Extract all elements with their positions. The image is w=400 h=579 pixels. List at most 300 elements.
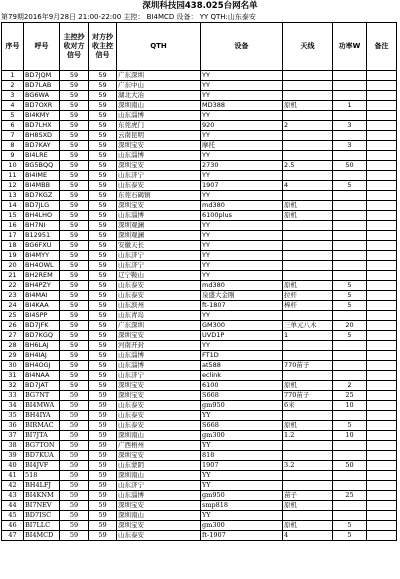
col-antenna-cell: 6米 xyxy=(283,401,333,411)
col-tx-signal-cell: 59 xyxy=(89,441,117,451)
col-callsign-cell: BI7JTA xyxy=(24,431,60,441)
col-seq-cell: 10 xyxy=(2,161,24,171)
col-qth-cell: 山东泰安 xyxy=(117,181,201,191)
col-callsign-cell: BH6LAJ xyxy=(24,341,60,351)
table-row xyxy=(2,461,397,471)
col-remarks-cell xyxy=(367,221,397,231)
header-col-antenna: 天线 xyxy=(283,23,333,71)
table-row xyxy=(2,181,397,191)
col-callsign-cell: BI4MBB xyxy=(24,181,60,191)
col-rx-signal-cell: 59 xyxy=(60,291,89,301)
col-seq-cell: 42 xyxy=(2,481,24,491)
col-seq-cell: 44 xyxy=(2,501,24,511)
col-antenna-cell xyxy=(283,191,333,201)
col-equipment-cell: YY xyxy=(201,111,283,121)
col-antenna-cell xyxy=(283,351,333,361)
col-equipment-cell: 818 xyxy=(201,451,283,461)
col-power-cell xyxy=(333,371,367,381)
col-qth-cell: 山东泰安 xyxy=(117,411,201,421)
col-qth-cell: 广东深圳 xyxy=(117,71,201,81)
col-power-cell: 50 xyxy=(333,161,367,171)
col-seq-cell: 21 xyxy=(2,271,24,281)
col-qth-cell: 深圳宝安 xyxy=(117,141,201,151)
col-qth-cell: 山东淄博 xyxy=(117,151,201,161)
col-tx-signal-cell: 59 xyxy=(89,521,117,531)
col-equipment-cell: YY xyxy=(201,191,283,201)
col-equipment-cell: YY xyxy=(201,241,283,251)
col-rx-signal-cell: 59 xyxy=(60,381,89,391)
col-qth-cell: 山东淄博 xyxy=(117,211,201,221)
table-row xyxy=(2,331,397,341)
col-rx-signal-cell: 59 xyxy=(60,91,89,101)
col-equipment-cell: YY xyxy=(201,481,283,491)
col-seq-cell: 40 xyxy=(2,461,24,471)
col-tx-signal-cell: 59 xyxy=(89,351,117,361)
col-callsign-cell: BD7KUA xyxy=(24,451,60,461)
col-rx-signal-cell: 59 xyxy=(60,261,89,271)
col-power-cell: 5 xyxy=(333,421,367,431)
col-seq-cell: 5 xyxy=(2,111,24,121)
col-equipment-cell: YY xyxy=(201,341,283,351)
col-seq-cell: 1 xyxy=(2,71,24,81)
col-equipment-cell: 6100plus xyxy=(201,211,283,221)
col-remarks-cell xyxy=(367,331,397,341)
col-remarks-cell xyxy=(367,481,397,491)
col-rx-signal-cell: 59 xyxy=(60,401,89,411)
col-qth-cell: 山东济宁 xyxy=(117,481,201,491)
col-callsign-cell: BH4OGJ xyxy=(24,361,60,371)
col-qth-cell: 深圳宝安 xyxy=(117,451,201,461)
col-callsign-cell: BD7JFK xyxy=(24,321,60,331)
col-power-cell xyxy=(333,171,367,181)
table-row xyxy=(2,351,397,361)
table-row xyxy=(2,281,397,291)
table-row xyxy=(2,71,397,81)
col-rx-signal-cell: 59 xyxy=(60,111,89,121)
col-antenna-cell xyxy=(283,511,333,521)
col-rx-signal-cell: 59 xyxy=(60,171,89,181)
col-antenna-cell: 1.2 xyxy=(283,431,333,441)
table-row xyxy=(2,221,397,231)
table-row xyxy=(2,81,397,91)
col-callsign-cell: BG5BQQ xyxy=(24,161,60,171)
col-tx-signal-cell: 59 xyxy=(89,171,117,181)
col-tx-signal-cell: 59 xyxy=(89,401,117,411)
col-equipment-cell: YY xyxy=(201,151,283,161)
col-seq-cell: 26 xyxy=(2,321,24,331)
col-qth-cell: 河南开封 xyxy=(117,341,201,351)
col-power-cell: 3 xyxy=(333,141,367,151)
col-seq-cell: 30 xyxy=(2,361,24,371)
col-tx-signal-cell: 59 xyxy=(89,411,117,421)
col-seq-cell: 43 xyxy=(2,491,24,501)
col-seq-cell: 25 xyxy=(2,311,24,321)
col-qth-cell: 辽宁鞍山 xyxy=(117,271,201,281)
col-qth-cell: 深圳宝安 xyxy=(117,381,201,391)
col-seq-cell: 12 xyxy=(2,181,24,191)
col-equipment-cell: S668 xyxy=(201,391,283,401)
col-qth-cell: 山东泰安 xyxy=(117,401,201,411)
table-row xyxy=(2,441,397,451)
col-callsign-cell: BD7JLG xyxy=(24,201,60,211)
col-callsign-cell: BI4MCD xyxy=(24,531,60,541)
col-qth-cell: 山东济宁 xyxy=(117,171,201,181)
col-callsign-cell: BH4LFJ xyxy=(24,481,60,491)
col-rx-signal-cell: 59 xyxy=(60,371,89,381)
col-rx-signal-cell: 59 xyxy=(60,461,89,471)
col-antenna-cell: 三单元八木 xyxy=(283,321,333,331)
col-rx-signal-cell: 59 xyxy=(60,331,89,341)
col-callsign-cell: BI4NAA xyxy=(24,371,60,381)
col-antenna-cell: 原机 xyxy=(283,281,333,291)
col-equipment-cell: 1907 xyxy=(201,181,283,191)
col-tx-signal-cell: 59 xyxy=(89,101,117,111)
col-remarks-cell xyxy=(367,271,397,281)
col-tx-signal-cell: 59 xyxy=(89,91,117,101)
table-row xyxy=(2,201,397,211)
col-equipment-cell: YY xyxy=(201,511,283,521)
col-equipment-cell: YY xyxy=(201,131,283,141)
col-tx-signal-cell: 59 xyxy=(89,81,117,91)
col-antenna-cell: 苗子 xyxy=(283,491,333,501)
col-tx-signal-cell: 59 xyxy=(89,371,117,381)
col-rx-signal-cell: 59 xyxy=(60,311,89,321)
col-antenna-cell xyxy=(283,141,333,151)
col-antenna-cell: 原机 xyxy=(283,211,333,221)
table-row xyxy=(2,301,397,311)
table-row xyxy=(2,91,397,101)
col-power-cell: 10 xyxy=(333,401,367,411)
col-antenna-cell: 原机 xyxy=(283,421,333,431)
col-remarks-cell xyxy=(367,451,397,461)
col-remarks-cell xyxy=(367,251,397,261)
col-seq-cell: 41 xyxy=(2,471,24,481)
col-antenna-cell xyxy=(283,271,333,281)
col-rx-signal-cell: 59 xyxy=(60,491,89,501)
table-row xyxy=(2,371,397,381)
col-seq-cell: 23 xyxy=(2,291,24,301)
col-power-cell: 5 xyxy=(333,291,367,301)
col-remarks-cell xyxy=(367,111,397,121)
col-power-cell xyxy=(333,511,367,521)
col-remarks-cell xyxy=(367,401,397,411)
header-col-equipment: 设备 xyxy=(201,23,283,71)
col-power-cell xyxy=(333,71,367,81)
col-antenna-cell xyxy=(283,441,333,451)
col-remarks-cell xyxy=(367,141,397,151)
col-equipment-cell: gm300 xyxy=(201,431,283,441)
col-seq-cell: 47 xyxy=(2,531,24,541)
col-tx-signal-cell: 59 xyxy=(89,221,117,231)
col-tx-signal-cell: 59 xyxy=(89,261,117,271)
col-qth-cell: 深圳宝安 xyxy=(117,521,201,531)
col-callsign-cell: BD7KGQ xyxy=(24,331,60,341)
col-rx-signal-cell: 59 xyxy=(60,481,89,491)
col-qth-cell: 广东中山 xyxy=(117,81,201,91)
col-equipment-cell: YY xyxy=(201,471,283,481)
col-power-cell xyxy=(333,211,367,221)
table-row xyxy=(2,501,397,511)
table-row xyxy=(2,271,397,281)
col-seq-cell: 18 xyxy=(2,241,24,251)
col-rx-signal-cell: 59 xyxy=(60,511,89,521)
col-callsign-cell: BG7TON xyxy=(24,441,60,451)
col-seq-cell: 39 xyxy=(2,451,24,461)
col-seq-cell: 33 xyxy=(2,391,24,401)
col-equipment-cell: 泉盛大金刚 xyxy=(201,291,283,301)
col-power-cell xyxy=(333,81,367,91)
col-antenna-cell xyxy=(283,311,333,321)
col-equipment-cell: UVD1P xyxy=(201,331,283,341)
table-row xyxy=(2,151,397,161)
col-callsign-cell: B12951 xyxy=(24,231,60,241)
table-row xyxy=(2,111,397,121)
table-row xyxy=(2,431,397,441)
table-row xyxy=(2,211,397,221)
col-qth-cell: 山东淄博 xyxy=(117,111,201,121)
col-callsign-cell: BI4MYY xyxy=(24,251,60,261)
col-tx-signal-cell: 59 xyxy=(89,331,117,341)
col-remarks-cell xyxy=(367,171,397,181)
col-rx-signal-cell: 59 xyxy=(60,391,89,401)
col-qth-cell: 东莞石碣镇 xyxy=(117,191,201,201)
col-callsign-cell: 518 xyxy=(24,471,60,481)
col-qth-cell: 深圳南山 xyxy=(117,101,201,111)
col-remarks-cell xyxy=(367,351,397,361)
col-tx-signal-cell: 59 xyxy=(89,451,117,461)
col-seq-cell: 15 xyxy=(2,211,24,221)
col-equipment-cell: YY xyxy=(201,261,283,271)
col-equipment-cell: md380 xyxy=(201,281,283,291)
col-antenna-cell xyxy=(283,241,333,251)
col-remarks-cell xyxy=(367,71,397,81)
table-row xyxy=(2,401,397,411)
col-power-cell: 5 xyxy=(333,531,367,541)
header-row xyxy=(2,23,397,71)
col-qth-cell: 深圳南山 xyxy=(117,431,201,441)
col-rx-signal-cell: 59 xyxy=(60,411,89,421)
col-power-cell xyxy=(333,241,367,251)
col-antenna-cell xyxy=(283,71,333,81)
col-antenna-cell xyxy=(283,451,333,461)
col-power-cell: 5 xyxy=(333,181,367,191)
col-rx-signal-cell: 59 xyxy=(60,191,89,201)
col-callsign-cell: BI4JVF xyxy=(24,461,60,471)
col-antenna-cell xyxy=(283,81,333,91)
col-qth-cell: 广西梧州 xyxy=(117,441,201,451)
col-seq-cell: 27 xyxy=(2,331,24,341)
table-row xyxy=(2,311,397,321)
col-tx-signal-cell: 59 xyxy=(89,311,117,321)
table-row xyxy=(2,261,397,271)
col-antenna-cell: 2 xyxy=(283,121,333,131)
col-antenna-cell xyxy=(283,251,333,261)
col-qth-cell: 深圳南山 xyxy=(117,511,201,521)
col-qth-cell: 安徽天长 xyxy=(117,241,201,251)
col-callsign-cell: BD7KGZ xyxy=(24,191,60,201)
col-seq-cell: 31 xyxy=(2,371,24,381)
col-tx-signal-cell: 59 xyxy=(89,111,117,121)
col-antenna-cell xyxy=(283,91,333,101)
table-row xyxy=(2,131,397,141)
col-rx-signal-cell: 59 xyxy=(60,421,89,431)
col-seq-cell: 45 xyxy=(2,511,24,521)
col-tx-signal-cell: 59 xyxy=(89,491,117,501)
col-callsign-cell: BD7JQM xyxy=(24,71,60,81)
col-seq-cell: 38 xyxy=(2,441,24,451)
col-qth-cell: 山东泰安 xyxy=(117,281,201,291)
col-callsign-cell: BD7ISC xyxy=(24,511,60,521)
col-tx-signal-cell: 59 xyxy=(89,531,117,541)
col-qth-cell: 山东青岛 xyxy=(117,311,201,321)
col-tx-signal-cell: 59 xyxy=(89,141,117,151)
col-equipment-cell: YY xyxy=(201,91,283,101)
col-power-cell xyxy=(333,481,367,491)
col-equipment-cell: 920 xyxy=(201,121,283,131)
col-power-cell xyxy=(333,451,367,461)
col-antenna-cell xyxy=(283,481,333,491)
col-qth-cell: 深圳宝安 xyxy=(117,201,201,211)
col-tx-signal-cell: 59 xyxy=(89,241,117,251)
col-qth-cell: 山东泰安 xyxy=(117,531,201,541)
col-power-cell xyxy=(333,361,367,371)
col-remarks-cell xyxy=(367,311,397,321)
col-power-cell xyxy=(333,191,367,201)
col-remarks-cell xyxy=(367,191,397,201)
col-rx-signal-cell: 59 xyxy=(60,141,89,151)
col-qth-cell: 山东济宁 xyxy=(117,251,201,261)
col-tx-signal-cell: 59 xyxy=(89,271,117,281)
col-antenna-cell xyxy=(283,371,333,381)
col-antenna-cell: 770苗子 xyxy=(283,361,333,371)
col-power-cell: 5 xyxy=(333,521,367,531)
col-power-cell xyxy=(333,271,367,281)
col-equipment-cell: at588 xyxy=(201,361,283,371)
col-remarks-cell xyxy=(367,511,397,521)
col-seq-cell: 37 xyxy=(2,431,24,441)
sheet-subtitle: 第79期2016年9月28日 21:00-22:00 主控： BI4MCD 设备： YY QTH:山东泰安 xyxy=(1,13,256,21)
col-rx-signal-cell: 59 xyxy=(60,221,89,231)
col-qth-cell: 深圳观澜 xyxy=(117,231,201,241)
header-col-qth: QTH xyxy=(117,23,201,71)
col-rx-signal-cell: 59 xyxy=(60,471,89,481)
col-power-cell: 1 xyxy=(333,101,367,111)
col-seq-cell: 28 xyxy=(2,341,24,351)
col-qth-cell: 山东淄博 xyxy=(117,351,201,361)
col-seq-cell: 11 xyxy=(2,171,24,181)
col-power-cell xyxy=(333,131,367,141)
col-tx-signal-cell: 59 xyxy=(89,391,117,401)
col-antenna-cell: 770苗子 xyxy=(283,391,333,401)
col-antenna-cell: 原机 xyxy=(283,201,333,211)
col-qth-cell: 山东滨州 xyxy=(117,301,201,311)
col-remarks-cell xyxy=(367,411,397,421)
col-seq-cell: 8 xyxy=(2,141,24,151)
col-remarks-cell xyxy=(367,431,397,441)
col-remarks-cell xyxy=(367,91,397,101)
col-remarks-cell xyxy=(367,471,397,481)
roster-body xyxy=(2,71,397,541)
col-antenna-cell xyxy=(283,171,333,181)
col-seq-cell: 16 xyxy=(2,221,24,231)
col-callsign-cell: BG7NT xyxy=(24,391,60,401)
col-rx-signal-cell: 59 xyxy=(60,361,89,371)
col-tx-signal-cell: 59 xyxy=(89,511,117,521)
table-row xyxy=(2,411,397,421)
col-power-cell: 3 xyxy=(333,121,367,131)
col-equipment-cell: 2730 xyxy=(201,161,283,171)
col-equipment-cell: smp818 xyxy=(201,501,283,511)
col-callsign-cell: BG6FXU xyxy=(24,241,60,251)
col-equipment-cell: gm950 xyxy=(201,401,283,411)
col-rx-signal-cell: 59 xyxy=(60,71,89,81)
col-qth-cell: 云南昆明 xyxy=(117,131,201,141)
col-tx-signal-cell: 59 xyxy=(89,361,117,371)
col-tx-signal-cell: 59 xyxy=(89,481,117,491)
col-remarks-cell xyxy=(367,461,397,471)
col-rx-signal-cell: 59 xyxy=(60,81,89,91)
col-equipment-cell: YY xyxy=(201,271,283,281)
col-tx-signal-cell: 59 xyxy=(89,461,117,471)
col-seq-cell: 46 xyxy=(2,521,24,531)
col-remarks-cell xyxy=(367,181,397,191)
col-callsign-cell: BD7LAB xyxy=(24,81,60,91)
col-power-cell: 5 xyxy=(333,281,367,291)
col-equipment-cell: YY xyxy=(201,71,283,81)
col-seq-cell: 20 xyxy=(2,261,24,271)
header-col-seq: 序号 xyxy=(2,23,24,71)
col-tx-signal-cell: 59 xyxy=(89,121,117,131)
col-power-cell xyxy=(333,341,367,351)
col-antenna-cell: 4 xyxy=(283,531,333,541)
table-row xyxy=(2,321,397,331)
col-power-cell xyxy=(333,351,367,361)
col-remarks-cell xyxy=(367,391,397,401)
col-rx-signal-cell: 59 xyxy=(60,181,89,191)
col-equipment-cell: YY xyxy=(201,171,283,181)
col-qth-cell: 广东深圳 xyxy=(117,321,201,331)
col-qth-cell: 山东蒙阴 xyxy=(117,461,201,471)
col-antenna-cell: 1 xyxy=(283,331,333,341)
col-rx-signal-cell: 59 xyxy=(60,521,89,531)
col-callsign-cell: BI4KAA xyxy=(24,301,60,311)
col-power-cell xyxy=(333,231,367,241)
col-equipment-cell: md380 xyxy=(201,201,283,211)
col-equipment-cell: YY xyxy=(201,231,283,241)
col-seq-cell: 6 xyxy=(2,121,24,131)
col-remarks-cell xyxy=(367,361,397,371)
col-seq-cell: 17 xyxy=(2,231,24,241)
table-row xyxy=(2,471,397,481)
col-rx-signal-cell: 59 xyxy=(60,131,89,141)
col-remarks-cell xyxy=(367,421,397,431)
col-remarks-cell xyxy=(367,501,397,511)
col-remarks-cell xyxy=(367,281,397,291)
col-antenna-cell: 4 xyxy=(283,181,333,191)
col-rx-signal-cell: 59 xyxy=(60,121,89,131)
col-remarks-cell xyxy=(367,491,397,501)
col-power-cell xyxy=(333,261,367,271)
col-equipment-cell: 1907 xyxy=(201,461,283,471)
col-rx-signal-cell: 59 xyxy=(60,321,89,331)
col-equipment-cell: eclink xyxy=(201,371,283,381)
col-callsign-cell: BI4IME xyxy=(24,171,60,181)
col-remarks-cell xyxy=(367,441,397,451)
col-callsign-cell: BH4IAJ xyxy=(24,351,60,361)
col-equipment-cell: YY xyxy=(201,251,283,261)
col-callsign-cell: BI7NEV xyxy=(24,501,60,511)
col-power-cell xyxy=(333,201,367,211)
